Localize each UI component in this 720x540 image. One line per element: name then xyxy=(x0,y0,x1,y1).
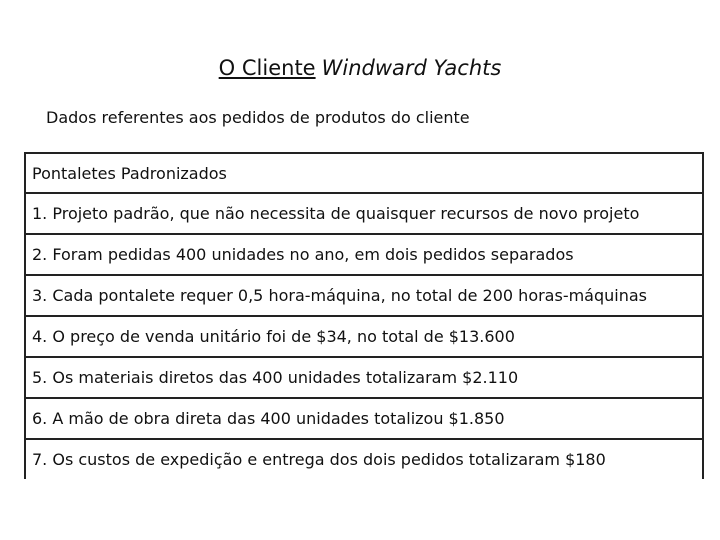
table-row: 6. A mão de obra direta das 400 unidades totalizou $1.850 xyxy=(26,399,702,440)
table-row: 4. O preço de venda unitário foi de $34, no total de $13.600 xyxy=(26,317,702,358)
table-row: 1. Projeto padrão, que não necessita de quaisquer recursos de novo projeto xyxy=(26,194,702,235)
title-company: Windward Yachts xyxy=(321,56,502,80)
table-header: Pontaletes Padronizados xyxy=(26,154,702,194)
table-row: 7. Os custos de expedição e entrega dos dois pedidos totalizaram $180 xyxy=(32,450,606,469)
title-main: O Cliente xyxy=(218,56,316,80)
page-subtitle: Dados referentes aos pedidos de produtos do cliente xyxy=(46,108,470,127)
orders-table xyxy=(24,152,704,479)
table-row: 3. Cada pontalete requer 0,5 hora-máquina, no total de 200 horas-máquinas xyxy=(26,276,702,317)
table-row: 5. Os materiais diretos das 400 unidades totalizaram $2.110 xyxy=(26,358,702,399)
table-row: 2. Foram pedidas 400 unidades no ano, em dois pedidos separados xyxy=(26,235,702,276)
page-title xyxy=(0,53,720,83)
